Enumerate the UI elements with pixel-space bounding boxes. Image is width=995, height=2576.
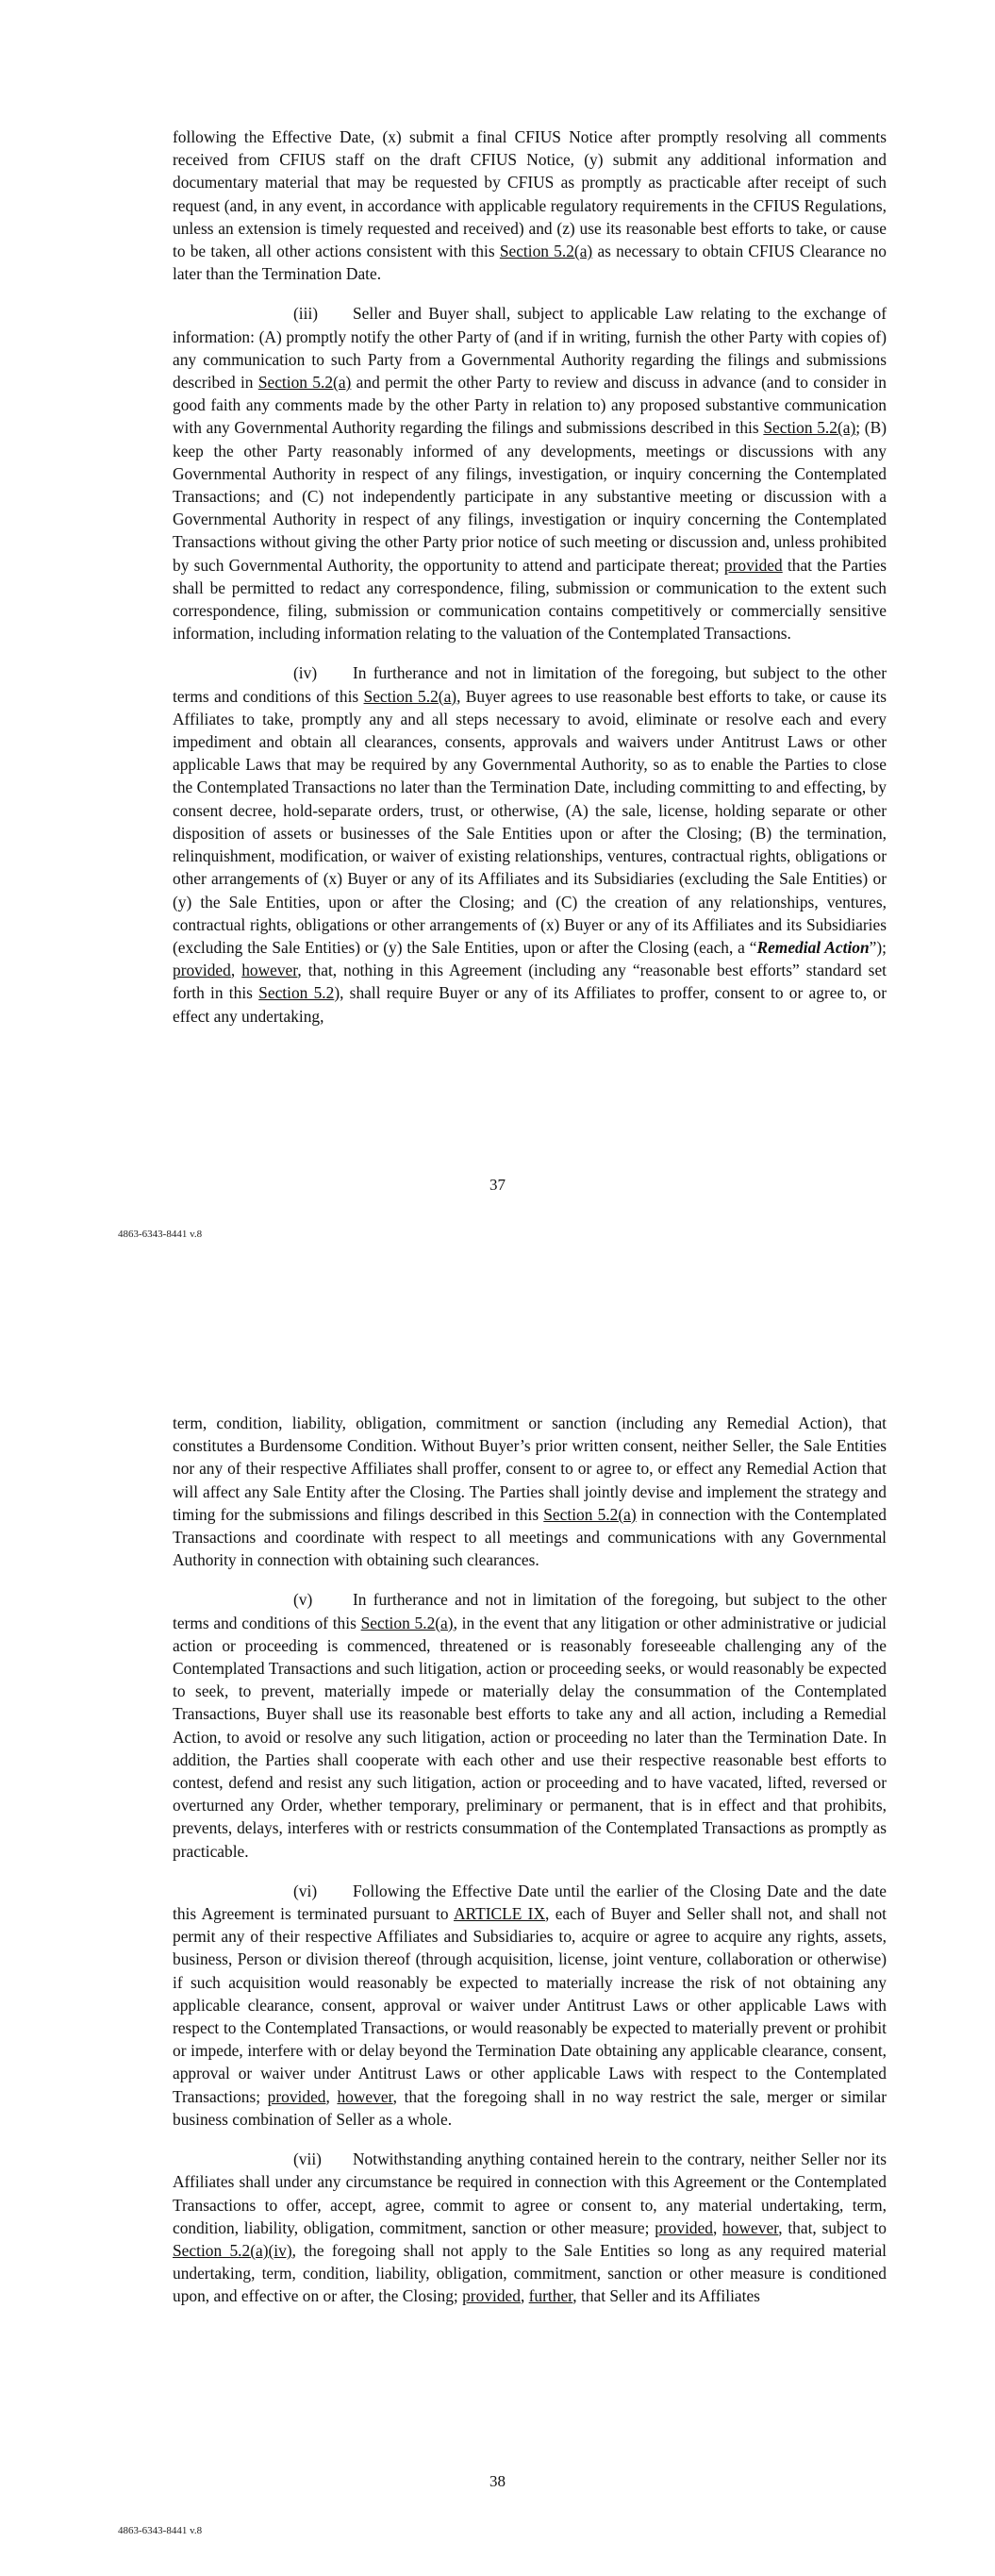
article-reference: ARTICLE IX: [453, 1904, 546, 1924]
section-reference: Section 5.2(a): [763, 418, 856, 438]
paragraph-v: (v) In furtherance and not in limitation of the foregoing, but subject to the other terms and conditions of this Section 5.2(a), in the event that any litigation or other administrative or judicial action or proceeding is commenced, threatened or is reasonably foreseeable challenging any of the Contemplated Transactions and such litigation, action or proceeding seeks, or would reasonably be expected to seek, to prevent, materially impede or materially delay the consummation of the Contemplated Transactions, Buyer shall use its reasonable best efforts to take any and all action, including a Remedial Action, to avoid or resolve any such litigation, action or proceeding no later than the Termination Date. In addition, the Parties shall cooperate with each other and use their respective reasonable best efforts to contest, defend and resist any such litigation, action or proceeding and to have vacated, lifted, reversed or overturned any Order, whether temporary, preliminary or permanent, that is in effect and that prohibits, prevents, delays, interferes with or restricts consummation of the Contemplated Transactions as promptly as practicable.: [173, 1590, 887, 1861]
proviso-term: provided: [462, 2286, 521, 2306]
proviso-term: however: [722, 2217, 779, 2237]
paragraph-cfius-continuation: following the Effective Date, (x) submit a final CFIUS Notice after promptly resolving all comments received from CFIUS staff on the draft CFIUS Notice, (y) submit any additional information and documentary material that may be requested by CFIUS as promptly as practicable after receipt of such request (and, in any event, in accordance with applicable regulatory requirements in the CFIUS Regulations, unless an extension is timely requested and received) and (z) use its reasonable best efforts to take, or cause to be taken, all other actions consistent with this Section 5.2(a) as necessary to obtain CFIUS Clearance no later than the Termination Date.: [173, 127, 887, 284]
proviso-term: however: [241, 961, 298, 980]
paragraph-burdensome-continuation: term, condition, liability, obligation, commitment or sanction (including any Remedial Action), that constitutes a Burdensome Condition. Without Buyer’s prior written consent, neither Seller, the Sale Entities nor any of their respective Affiliates shall proffer, consent to or agree to, or effect any Remedial Action that will affect any Sale Entity after the Closing. The Parties shall jointly devise and implement the strategy and timing for the submissions and filings described in this Section 5.2(a) in connection with the Contemplated Transactions and coordinate with respect to all meetings and communications with any Governmental Authority in connection with obtaining such clearances.: [173, 1413, 887, 1570]
paragraph-iv: (iv) In furtherance and not in limitation of the foregoing, but subject to the other terms and conditions of this Section 5.2(a), Buyer agrees to use reasonable best efforts to take, or cause its Affiliates to take, promptly any and all steps necessary to avoid, eliminate or resolve each and every impediment and obtain all clearances, consents, approvals and waivers under Antitrust Laws or other applicable Laws that may be required by any Governmental Authority, so as to enable the Parties to close the Contemplated Transactions no later than the Termination Date, including committing to and effecting, by consent decree, hold-separate orders, trust, or otherwise, (A) the sale, license, holding separate or other disposition of assets or businesses of the Sale Entities upon or after the Closing; (B) the termination, relinquishment, modification, or waiver of existing relationships, ventures, contractual rights, obligations or other arrangements of (x) Buyer or any of its Affiliates and its Subsidiaries (excluding the Sale Entities) or (y) the Sale Entities, upon or after the Closing; and (C) the creation of any relationships, ventures, contractual rights, obligations or other arrangements of (x) Buyer or any of its Affiliates and its Subsidiaries (excluding the Sale Entities) or (y) the Sale Entities, upon or after the Closing (each, a “Remedial Action”); provided, however, that, nothing in this Agreement (including any “reasonable best efforts” standard set forth in this Section 5.2), shall require Buyer or any of its Affiliates to proffer, consent to or agree to, or effect any undertaking,: [173, 663, 887, 1026]
proviso-term: provided: [267, 2086, 326, 2106]
page-number: 38: [489, 2472, 506, 2490]
section-reference: Section 5.2(a): [257, 373, 352, 393]
clause-number: (iii): [293, 304, 319, 324]
defined-term-remedial-action: Remedial Action: [756, 937, 870, 957]
proviso-term: provided: [173, 961, 231, 980]
section-reference: Section 5.2(a): [543, 1504, 637, 1524]
document-id: 4863-6343-8441 v.8: [118, 2525, 203, 2536]
section-reference: Section 5.2: [258, 983, 335, 1003]
page-number: 37: [489, 1176, 506, 1194]
clause-number: (v): [293, 1590, 313, 1610]
section-reference: Section 5.2(a): [499, 242, 593, 261]
proviso-term: however: [337, 2086, 393, 2106]
proviso-term: provided: [723, 555, 783, 575]
document-id: 4863-6343-8441 v.8: [118, 1229, 203, 1240]
proviso-term: further: [528, 2286, 573, 2306]
page-38-body: [173, 1412, 887, 2325]
page-37-body: [173, 125, 887, 1045]
section-reference: Section 5.2(a)(iv): [173, 2240, 292, 2260]
section-reference: Section 5.2(a): [363, 686, 457, 706]
page-37: [0, 0, 995, 1264]
paragraph-iii: (iii) Seller and Buyer shall, subject to applicable Law relating to the exchange of information: (A) promptly notify the other Party of (and if in writing, furnish the other Party with copies of) any communication to such Party from a Governmental Authority regarding the filings and submissions described in Section 5.2(a) and permit the other Party to review and discuss in advance (and to consider in good faith any comments made by the other Party in relation to) any proposed substantive communication with any Governmental Authority regarding the filings and submissions described in this Section 5.2(a); (B) keep the other Party reasonably informed of any developments, meetings or discussions with any Governmental Authority in respect of any filings, investigation, or inquiry concerning the Contemplated Transactions; and (C) not independently participate in any substantive meeting or discussion with a Governmental Authority in respect of any filings, investigation or inquiry concerning the Contemplated Transactions without giving the other Party prior notice of such meeting or discussion and, unless prohibited by such Governmental Authority, the opportunity to attend and participate thereat; provided that the Parties shall be permitted to redact any correspondence, filing, submission or communication to the extent such correspondence, filing, submission or communication contains competitively or commercially sensitive information, including information relating to the valuation of the Contemplated Transactions.: [173, 304, 887, 644]
page-38: [0, 1264, 995, 2576]
paragraph-vi: (vi) Following the Effective Date until the earlier of the Closing Date and the date this Agreement is terminated pursuant to ARTICLE IX, each of Buyer and Seller shall not, and shall not permit any of their respective Affiliates and Subsidiaries to, acquire or agree to acquire any rights, assets, business, Person or division thereof (through acquisition, license, joint venture, collaboration or otherwise) if such acquisition would reasonably be expected to materially increase the risk of not obtaining any applicable clearance, consent, approval or waiver under Antitrust Laws or other applicable Laws with respect to the Contemplated Transactions, or would reasonably be expected to materially prevent or prohibit or impede, interfere with or delay beyond the Termination Date obtaining any applicable clearance, consent, approval or waiver under Antitrust Laws or other applicable Laws with respect to the Contemplated Transactions; provided, however, that the foregoing shall in no way restrict the sale, merger or similar business combination of Seller as a whole.: [173, 1881, 887, 2129]
proviso-term: provided: [655, 2217, 714, 2237]
section-reference: Section 5.2(a): [360, 1613, 454, 1632]
clause-number: (vi): [293, 1881, 318, 1900]
clause-number: (vii): [293, 2149, 322, 2169]
clause-number: (iv): [293, 663, 318, 683]
paragraph-vii: (vii) Notwithstanding anything contained herein to the contrary, neither Seller nor its Affiliates shall under any circumstance be required in connection with this Agreement or the Contemplated Transactions to offer, accept, agree, commit to agree or consent to, any material undertaking, term, condition, liability, obligation, commitment, sanction or other measure; provided, however, that, subject to Section 5.2(a)(iv), the foregoing shall not apply to the Sale Entities so long as any required material undertaking, term, condition, liability, obligation, commitment, sanction or other measure is conditioned upon, and effective on or after, the Closing; provided, further, that Seller and its Affiliates: [173, 2149, 887, 2306]
